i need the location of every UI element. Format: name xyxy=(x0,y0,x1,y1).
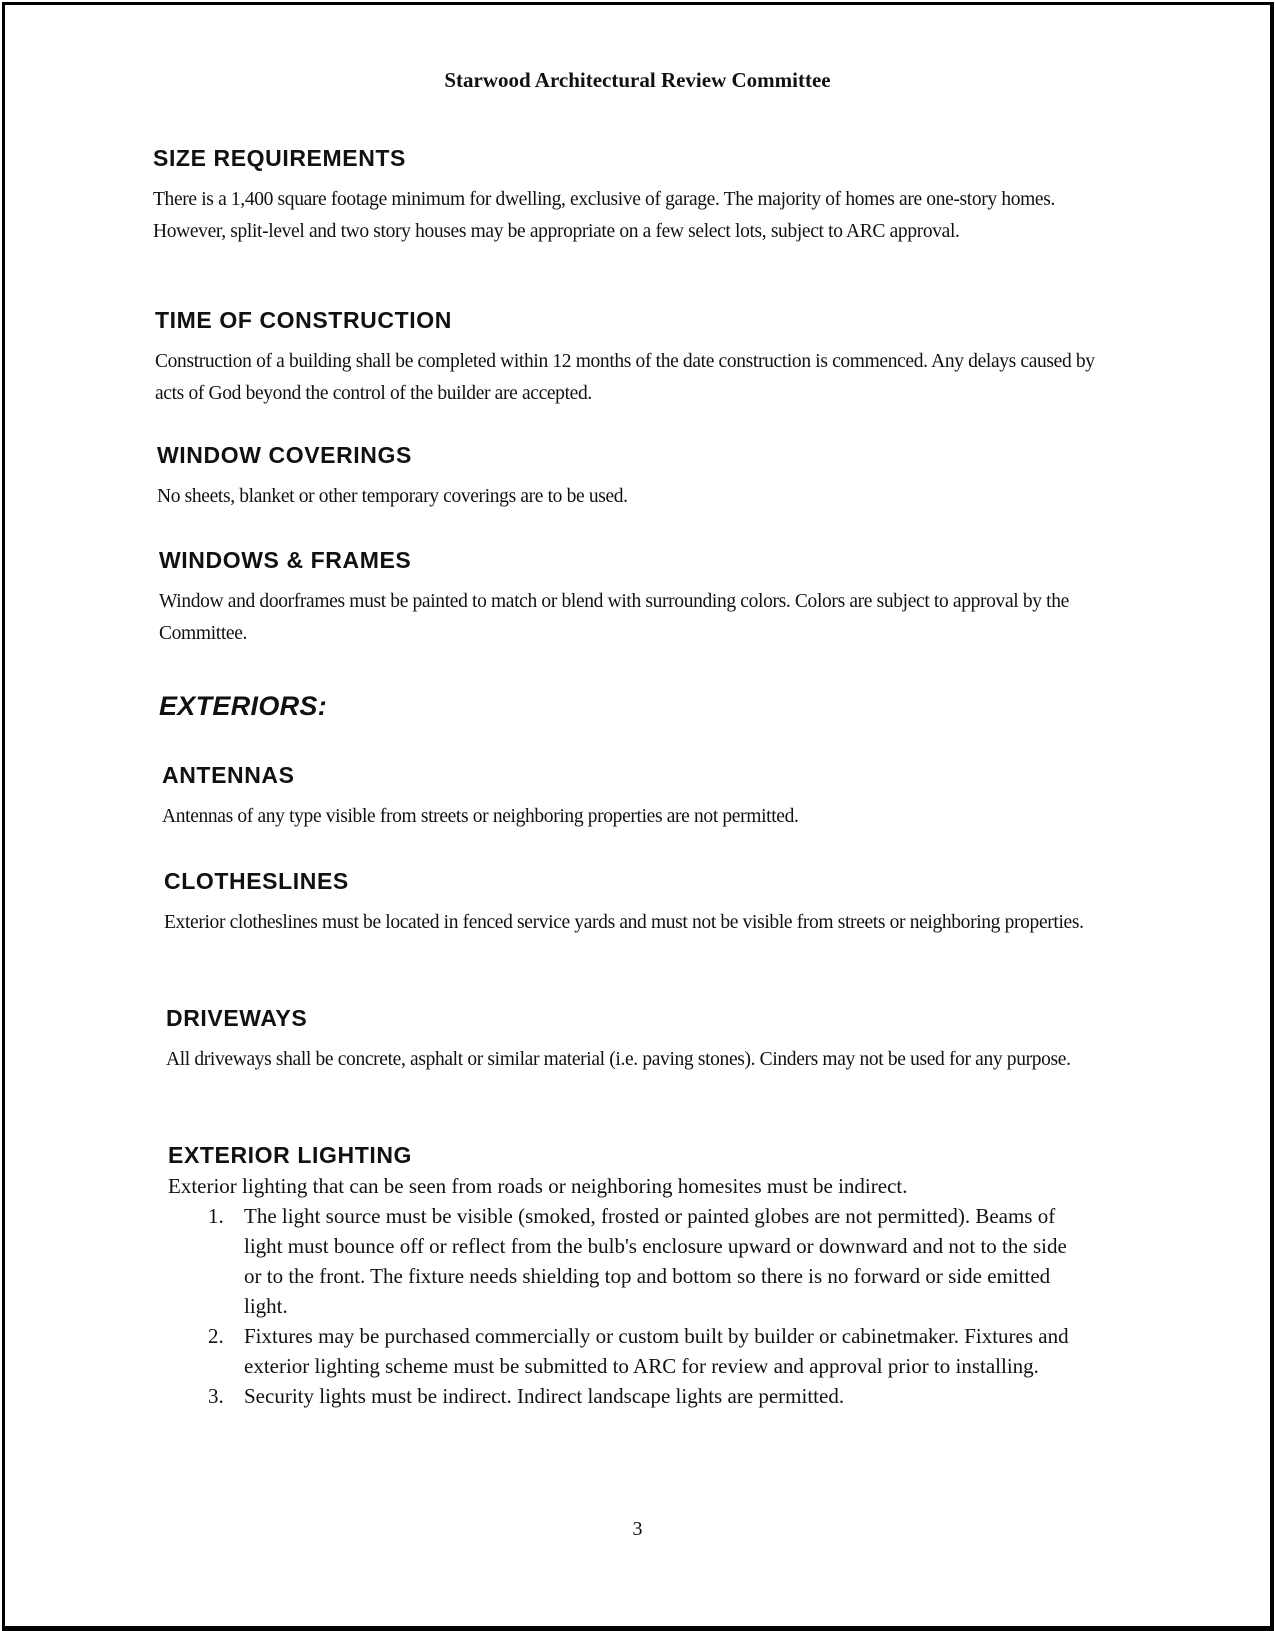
section-body: Construction of a building shall be completed within 12 months of the date construction is commenced. Any delays caused by acts of God beyond the control of the builder are accepted. xyxy=(155,351,1095,404)
section-heading: SIZE REQUIREMENTS xyxy=(153,145,407,171)
section-body: All driveways shall be concrete, asphalt or similar material (i.e. paving stones). Cinders may not be used for any purpose. xyxy=(166,1049,1071,1070)
section-size-requirements xyxy=(153,145,1113,248)
document-header: Starwood Architectural Review Committee xyxy=(444,68,831,92)
list-item-number: 1. xyxy=(208,1204,224,1228)
list-item xyxy=(208,1201,1088,1321)
list-item-text: Security lights must be indirect. Indirect landscape lights are permitted. xyxy=(244,1384,845,1408)
section-driveways xyxy=(166,1005,1126,1076)
section-heading: EXTERIORS: xyxy=(159,691,328,721)
section-intro: Exterior lighting that can be seen from roads or neighboring homesites must be indirect. xyxy=(168,1174,908,1198)
section-heading: EXTERIOR LIGHTING xyxy=(168,1142,413,1168)
list-item xyxy=(208,1321,1088,1381)
section-heading: WINDOW COVERINGS xyxy=(157,442,412,468)
section-heading: ANTENNAS xyxy=(162,762,295,788)
list-item-number: 3. xyxy=(208,1384,224,1408)
section-heading: WINDOWS & FRAMES xyxy=(159,547,412,573)
section-clotheslines xyxy=(164,868,1124,939)
section-body: Exterior clotheslines must be located in fenced service yards and must not be visible from streets or neighboring properties. xyxy=(164,912,1084,933)
list-item-number: 2. xyxy=(208,1324,224,1348)
list-item-text: Fixtures may be purchased commercially or custom built by builder or cabinetmaker. Fixtures and exterior lighting scheme must be submitted to ARC for review and approval prior to installing. xyxy=(244,1324,1069,1378)
lighting-requirements-list xyxy=(168,1201,1088,1411)
section-window-coverings xyxy=(157,442,1117,513)
section-antennas xyxy=(162,762,1122,833)
section-body: There is a 1,400 square footage minimum for dwelling, exclusive of garage. The majority of homes are one-story homes. However, split-level and two story houses may be appropriate on a few select lots, subject to ARC approval. xyxy=(153,189,1056,242)
section-heading: DRIVEWAYS xyxy=(166,1005,308,1031)
section-exterior-lighting xyxy=(168,1142,1088,1411)
list-item-text: The light source must be visible (smoked, frosted or painted globes are not permitted). Beams of light must bounce off or reflect from the bulb's enclosure upward or downward and not to the side or to the front. The fixture needs shielding top and bottom so there is no forward or side emitted light. xyxy=(244,1204,1067,1318)
section-body: Window and doorframes must be painted to match or blend with surrounding colors. Colors are subject to approval by the Committee. xyxy=(159,591,1069,644)
section-exteriors xyxy=(159,691,1119,734)
section-body: No sheets, blanket or other temporary coverings are to be used. xyxy=(157,486,628,507)
list-item xyxy=(208,1381,1088,1411)
section-heading: CLOTHESLINES xyxy=(164,868,349,894)
section-windows-and-frames xyxy=(159,547,1119,650)
section-heading: TIME OF CONSTRUCTION xyxy=(155,307,452,333)
section-body: Antennas of any type visible from streets or neighboring properties are not permitted. xyxy=(162,806,799,827)
section-time-of-construction xyxy=(155,307,1115,410)
page-number: 3 xyxy=(632,1518,643,1540)
